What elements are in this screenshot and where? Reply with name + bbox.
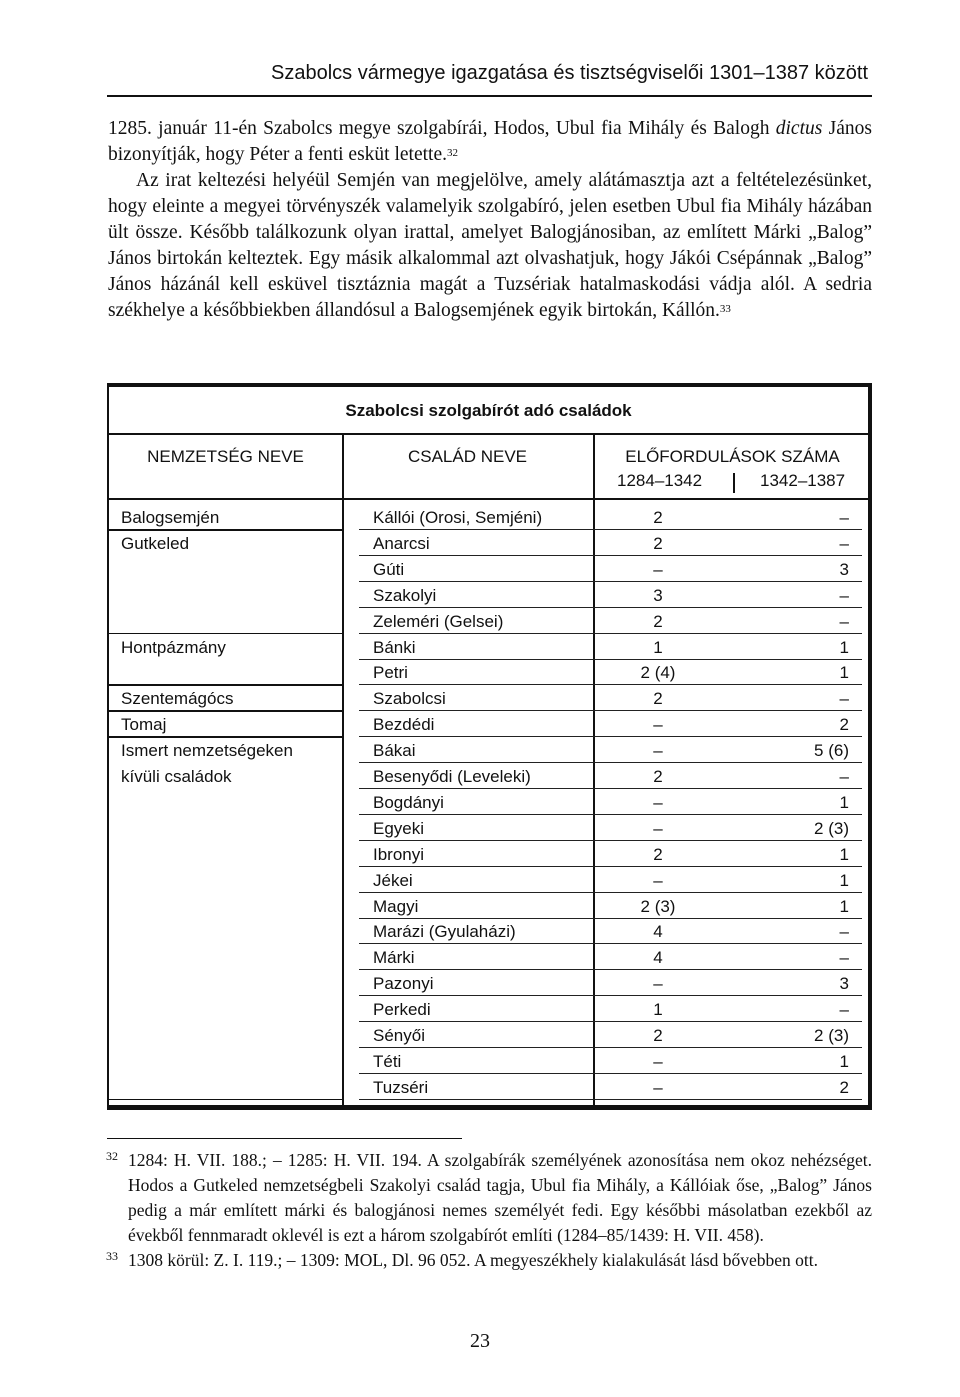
footnote-number: 32 — [106, 1149, 118, 1163]
count-period-1: 2 — [653, 844, 663, 864]
paragraph-2 — [108, 168, 872, 324]
count-period-1: 3 — [653, 585, 663, 605]
family-name: Bánki — [373, 637, 416, 657]
footnotes — [108, 1148, 872, 1273]
column-divider-2 — [593, 433, 595, 1105]
count-period-2: – — [839, 922, 849, 942]
table-title: Szabolcsi szolgabírót adó családok — [345, 401, 632, 420]
group-rule — [109, 529, 342, 531]
count-period-1: 2 — [653, 767, 663, 786]
count-period-1: – — [653, 870, 663, 890]
count-period-2: – — [839, 1000, 849, 1020]
row-rule — [359, 892, 862, 893]
clan-name: Szentemágócs — [121, 689, 234, 709]
count-period-2: – — [839, 689, 849, 709]
count-period-2: 2 — [839, 715, 849, 735]
count-period-1: 4 — [653, 922, 663, 942]
count-period-1: 2 (4) — [640, 663, 676, 683]
group-rule — [109, 736, 342, 738]
family-name: Besenyődi (Leveleki) — [373, 767, 531, 786]
family-name: Bezdédi — [373, 715, 435, 735]
row-rule — [359, 918, 862, 919]
header-family: CSALÁD NEVE — [407, 447, 528, 466]
family-name: Zeleméri (Gelsei) — [373, 611, 504, 631]
paragraph-1-text-end: János bizonyítják, hogy Péter a fenti esküt letette. — [108, 118, 872, 165]
table-header-rule — [109, 498, 868, 500]
family-name: Ibronyi — [373, 844, 425, 864]
page-number: 23 — [470, 1330, 490, 1352]
family-name: Petri — [373, 663, 408, 683]
count-period-2: 3 — [839, 974, 849, 994]
count-period-1: 4 — [653, 948, 663, 968]
count-period-2: – — [839, 767, 849, 786]
count-period-1: – — [653, 741, 663, 761]
clan-name: kívüli családok — [121, 767, 232, 786]
group-rule — [109, 633, 342, 635]
footnote-text: 1284: H. VII. 188.; – 1285: H. VII. 194. A szolgabírák személyének azonosítása nem okoz nehézséget. Hodos a Gutkeled nemzetségbeli Szakolyi család tagja, Ubul fia Mihály, a Kállóiak őse, „Balog” János pedig a már említett márki és balogjánosi nemes személyét fedi. Egy későbbi másolatban ezekből az évekből fennmaradt oklevél is ezt a három szolgabírót említi (1284–85/1439: H. VII. 458). — [128, 1150, 872, 1245]
family-name: Perkedi — [373, 1000, 431, 1020]
count-period-1: – — [653, 818, 663, 838]
count-period-1: 2 — [653, 508, 663, 527]
count-period-2: 2 — [839, 1077, 849, 1097]
header-rule — [107, 95, 872, 97]
table-title-rule — [109, 433, 868, 435]
family-name: Bogdányi — [373, 792, 444, 812]
count-period-2: 2 (3) — [814, 818, 849, 838]
footnote-33 — [108, 1248, 872, 1273]
row-rule — [359, 555, 862, 556]
footnote-ref-33[interactable]: 33 — [719, 303, 731, 315]
family-name: Egyeki — [373, 818, 425, 838]
family-name: Pazonyi — [373, 974, 434, 994]
row-rule — [359, 969, 862, 970]
group-rule — [109, 684, 342, 686]
count-period-2: 1 — [839, 870, 849, 890]
family-name: Bákai — [373, 741, 416, 761]
count-period-1: 2 — [653, 689, 663, 709]
count-period-2: – — [839, 948, 849, 968]
count-period-1: – — [653, 1051, 663, 1071]
clan-name: Ismert nemzetségeken — [121, 741, 293, 761]
count-period-2: 1 — [839, 792, 849, 812]
row-rule — [359, 607, 862, 608]
period-divider — [733, 473, 735, 493]
count-period-2: 1 — [839, 1051, 849, 1071]
families-table — [107, 383, 872, 1110]
family-name: Sényői — [373, 1026, 425, 1045]
count-period-2: 1 — [839, 844, 849, 864]
paragraph-1-text: 1285. január 11-én Szabolcs megye szolgabírái, Hodos, Ubul fia Mihály és Balogh — [108, 118, 776, 139]
row-rule — [359, 736, 862, 737]
clan-name: Tomaj — [121, 715, 167, 735]
row-rule — [359, 710, 862, 711]
count-period-1: 1 — [653, 637, 663, 657]
row-rule — [359, 1021, 862, 1022]
row-rule — [359, 788, 862, 789]
header-clan: NEMZETSÉG NEVE — [147, 447, 304, 466]
family-name: Szakolyi — [373, 585, 437, 605]
count-period-1: – — [653, 559, 663, 579]
body-text — [108, 116, 872, 324]
row-rule — [359, 529, 862, 530]
row-rule — [359, 840, 862, 841]
family-name: Kállói (Orosi, Semjéni) — [373, 508, 543, 527]
row-rule — [359, 581, 862, 582]
group-rule — [109, 1099, 342, 1101]
count-period-2: 1 — [839, 896, 849, 916]
header-count: ELŐFORDULÁSOK SZÁMA — [625, 447, 840, 466]
count-period-2: 1 — [839, 637, 849, 657]
footnote-rule — [107, 1138, 462, 1139]
footnote-ref-32[interactable]: 32 — [446, 147, 458, 159]
column-divider-1 — [342, 433, 344, 1105]
count-period-1: 2 — [653, 611, 663, 631]
count-period-2: 2 (3) — [814, 1026, 849, 1045]
family-name: Marázi (Gyulaházi) — [373, 922, 516, 942]
row-rule — [359, 995, 862, 996]
row-rule — [359, 1099, 862, 1100]
count-period-1: – — [653, 715, 663, 735]
family-name: Téti — [373, 1051, 402, 1071]
count-period-2: – — [839, 508, 849, 527]
clan-name: Hontpázmány — [121, 637, 226, 657]
row-rule — [359, 943, 862, 944]
count-period-2: 1 — [839, 663, 849, 683]
family-name: Márki — [373, 948, 415, 968]
header-period-1: 1284–1342 — [617, 471, 703, 490]
paragraph-1 — [108, 116, 872, 168]
footnote-text: 1308 körül: Z. I. 119.; – 1309: MOL, Dl. 96 052. A megyeszékhely kialakulását lásd bővebben ott. — [128, 1250, 819, 1270]
family-name: Szabolcsi — [373, 689, 446, 709]
row-rule — [359, 814, 862, 815]
family-name: Tuzséri — [373, 1077, 429, 1097]
paragraph-2-text: Az irat keltezési helyéül Semjén van megjelölve, amely alátámasztja azt a feltételezésünket, hogy eleinte a megyei törvényszék valamelyik szolgabíró, jelen esetben Ubul fia Mihály házában ült össze. Később találkozunk olyan irattal, amelyet Balogjánosiban, az említett Márki „Balog” János birtokán kelteztek. Egy másik alkalommal azt olvashatjuk, hogy Jákói Csépánnak „Balog” János házánál kell esküvel tisztáznia magát a Tuzsériak hatalmaskodási vádja alól. A sedria székhelye a későbbiekben állandósul a Balogsemjének egyik birtokán, Kállón. — [108, 170, 872, 321]
family-name: Magyi — [373, 896, 419, 916]
count-period-1: 2 (3) — [640, 896, 676, 916]
count-period-1: 1 — [653, 1000, 663, 1020]
footnote-number: 33 — [106, 1249, 118, 1263]
row-rule — [359, 659, 862, 660]
count-period-2: – — [839, 611, 849, 631]
count-period-2: – — [839, 585, 849, 605]
family-name: Jékei — [373, 870, 413, 890]
row-rule — [359, 1047, 862, 1048]
count-period-2: 3 — [839, 559, 849, 579]
family-name: Anarcsi — [373, 533, 430, 553]
count-period-1: 2 — [653, 533, 663, 553]
footnote-32 — [108, 1148, 872, 1248]
paragraph-1-italic: dictus — [775, 118, 823, 139]
row-rule — [359, 1073, 862, 1074]
count-period-1: – — [653, 1077, 663, 1097]
header-period-2: 1342–1387 — [760, 471, 846, 490]
group-rule — [109, 710, 342, 712]
row-rule — [359, 866, 862, 867]
family-name: Gúti — [373, 559, 405, 579]
clan-name: Gutkeled — [121, 533, 190, 553]
count-period-2: 5 (6) — [814, 741, 849, 761]
clan-name: Balogsemjén — [121, 508, 220, 527]
row-rule — [359, 633, 862, 634]
row-rule — [359, 762, 862, 763]
count-period-2: – — [839, 533, 849, 553]
row-rule — [359, 684, 862, 685]
count-period-1: 2 — [653, 1026, 663, 1045]
running-head: Szabolcs vármegye igazgatása és tisztségviselői 1301–1387 között — [270, 62, 868, 84]
count-period-1: – — [653, 792, 663, 812]
count-period-1: – — [653, 974, 663, 994]
